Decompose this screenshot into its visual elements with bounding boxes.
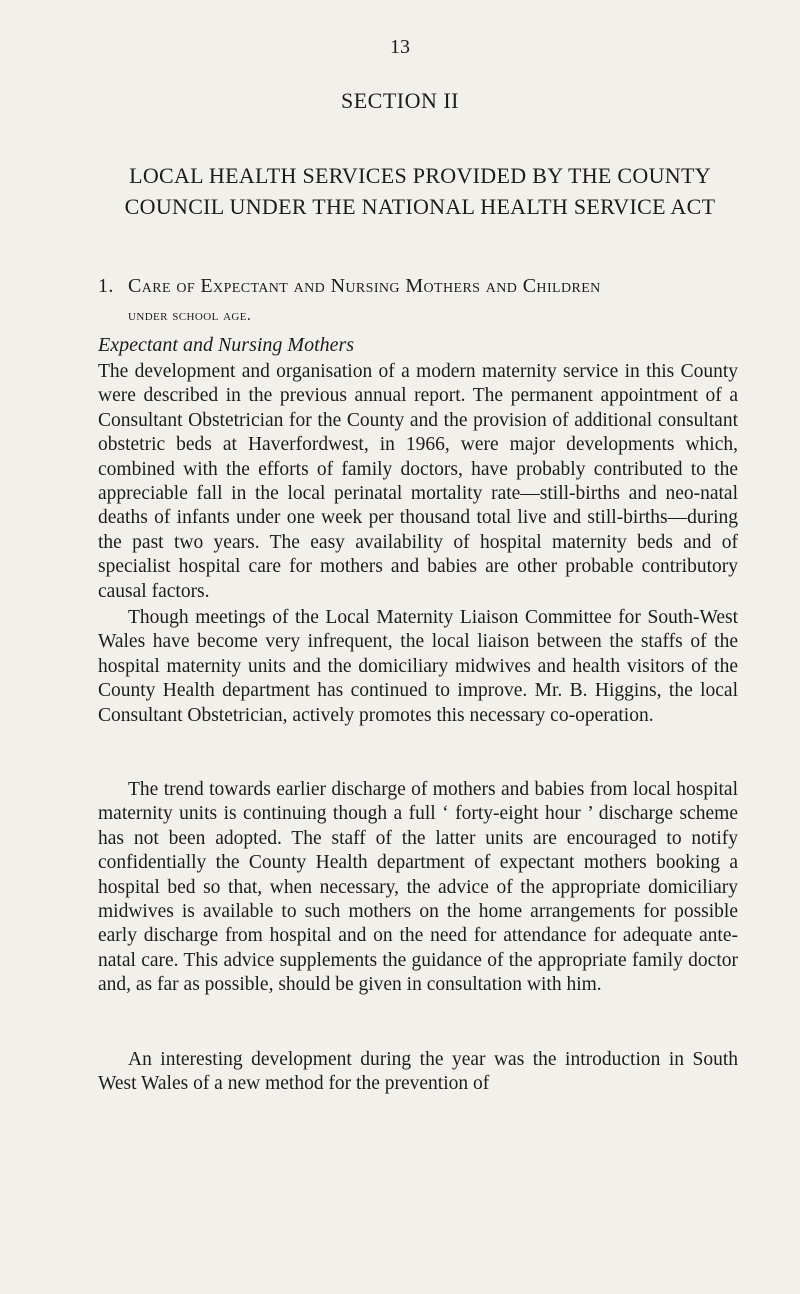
paragraph-3: The trend towards earlier discharge of mothers and babies from local hospital maternity units is continuing though a full ‘ forty-eight hour ’ discharge scheme has not been adopted. The staff of the latter units are encouraged to notify confidentially the County Health department of expectant mothers booking a hospital bed so that, when necessary, the advice of the appropriate domiciliary midwives is available to such mothers on the home arrangements for possible early discharge from hospital and on the need for attendance for adequate ante-natal care. This advice supplements the guidance of the appropriate family doctor and, as far as possible, should be given in consultation with him. bbox=[98, 779, 738, 996]
page-title: LOCAL HEALTH SERVICES PROVIDED BY THE COUNTY COUNCIL UNDER THE NATIONAL HEALTH SERVICE ACT bbox=[124, 163, 716, 219]
paragraph-4: An interesting development during the year was the introduction in South West Wales of a new method for the prevention of bbox=[98, 1049, 738, 1095]
page-number: 13 bbox=[390, 36, 410, 58]
subsection-heading bbox=[98, 272, 738, 330]
paragraph-1: The development and organisation of a modern maternity service in this County were described in the previous annual report. The permanent appointment of a Consultant Obstetrician for the County and the provision of additional consultant obstetric beds at Haverfordwest, in 1966, were major developments which, combined with the efforts of family doctors, have probably contributed to the appreciable fall in the local perinatal mortality rate—still-births and neo-natal deaths of infants under one week per thousand total live and still-births—during the past two years. The easy availability of hospital maternity beds and of specialist hospital care for mothers and babies are other probable contributory causal factors. bbox=[98, 361, 738, 602]
subsection-number: 1. bbox=[98, 275, 114, 297]
subsection-heading-line2: under school age. bbox=[128, 307, 252, 324]
paragraph-2: Though meetings of the Local Maternity Liaison Committee for South-West Wales have become very infrequent, the local liaison between the staffs of the hospital maternity units and the domiciliary midwives and health visitors of the County Health department has continued to improve. Mr. B. Higgins, the local Consultant Obstetrician, actively promotes this necessary co-operation. bbox=[98, 607, 738, 726]
italic-subheading: Expectant and Nursing Mothers bbox=[98, 334, 355, 356]
section-label: SECTION II bbox=[340, 88, 460, 113]
subsection-heading-line1: Care of Expectant and Nursing Mothers and Children bbox=[128, 275, 601, 297]
